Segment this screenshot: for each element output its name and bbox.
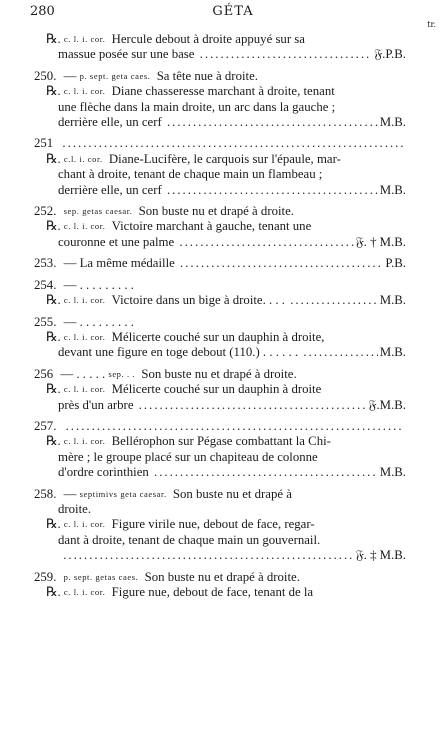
reverse-mark: ℞. [46, 434, 61, 449]
text-line [34, 167, 406, 182]
legend-small-caps: septimivs geta caesar. [79, 488, 167, 499]
line-text: Son buste nu et drapé à droite. [141, 366, 297, 381]
collection-reference: 𝔉. ‡ M.B. [355, 548, 406, 563]
collection-reference: M.B. [379, 465, 406, 480]
text-line [34, 487, 406, 502]
leader-dots [290, 293, 377, 308]
line-text: derrière elle, un cerf [58, 182, 162, 197]
text-line [34, 152, 406, 167]
collection-reference: M.B. [379, 293, 406, 308]
text-line [34, 32, 406, 47]
entry-number: 253. [34, 256, 57, 271]
line-text: mère ; le groupe placé sur un chapiteau de colonne [58, 449, 318, 464]
line-text: une flèche dans la main droite, un arc dans la gauche ; [58, 99, 336, 114]
leader-dots [180, 256, 383, 271]
leader-dots [167, 183, 378, 198]
text-line [34, 502, 406, 517]
catalogue-entry [34, 278, 406, 309]
text-line [34, 84, 406, 99]
legend-small-caps: c. l. i. cor. [63, 436, 106, 447]
collection-reference: 𝔉.P.B. [374, 47, 406, 62]
entry-number: 258. [34, 486, 57, 501]
legend-small-caps: c.l. i. cor. [63, 153, 103, 164]
line-text: près d'un arbre [58, 397, 134, 412]
legend-small-caps: sep. getas caesar. [63, 206, 133, 217]
leader-dots [63, 548, 353, 563]
line-text: massue posée sur une base [58, 47, 195, 62]
catalogue-entry [34, 367, 406, 413]
text-line [34, 204, 406, 219]
line-text: Son buste nu et drapé à droite. [144, 569, 300, 584]
entry-number: 256 [34, 366, 54, 381]
text-line [34, 517, 406, 532]
catalogue-entry [34, 487, 406, 564]
line-text: d'ordre corinthien [58, 465, 149, 480]
leader-dots [66, 419, 404, 434]
reverse-mark: ℞. [46, 84, 61, 99]
entry-number: 259. [34, 569, 57, 584]
collection-reference: 𝔉. † M.B. [355, 234, 406, 249]
entry-number: 254. [34, 277, 57, 292]
line-text: — . . . . . . . . . [63, 314, 134, 329]
page-header [30, 4, 436, 29]
catalogue-entry [34, 315, 406, 361]
line-text: Diane chasseresse marchant à droite, tenant [111, 84, 335, 99]
line-text: chant à droite, tenant de chaque main un flambeau ; [58, 167, 323, 182]
reverse-mark: ℞. [46, 32, 61, 46]
line-text: Victoire dans un bige à droite. . . . [111, 293, 286, 308]
text-line [34, 136, 406, 151]
leader-dots [179, 235, 353, 250]
legend-small-caps: c. l. i. cor. [63, 587, 106, 597]
legend-small-caps: c. l. i. cor. [63, 221, 106, 232]
leader-dots [154, 465, 378, 480]
leader-dots [62, 136, 404, 151]
entry-number: 252. [34, 204, 57, 219]
text-line [34, 585, 406, 600]
line-text: Diane-Lucifère, le carquois sur l'épaule, mar- [108, 151, 341, 166]
line-text: Figure virile nue, debout de face, regar- [111, 517, 315, 532]
reverse-mark: ℞. [46, 517, 61, 532]
running-title: GÉTA [212, 4, 254, 19]
line-text: — [63, 68, 77, 83]
catalogue-entry [34, 256, 406, 271]
collection-reference: M.B. [379, 345, 406, 360]
legend-small-caps: p. sept. geta caes. [79, 70, 151, 81]
entry-number: 257. [34, 418, 57, 433]
line-text: devant une figure en toge debout (110.) . . . . . . [58, 345, 299, 360]
line-text: Sa tête nue à droite. [156, 68, 258, 83]
page-number: 280 [30, 4, 55, 19]
text-line [34, 465, 406, 480]
leader-dots [167, 115, 378, 130]
text-line [34, 367, 406, 382]
catalogue-entry [34, 570, 406, 601]
collection-reference: M.B. [379, 182, 406, 197]
text-line [34, 219, 406, 234]
text-line [34, 256, 406, 271]
legend-small-caps: c. l. i. cor. [63, 331, 106, 342]
legend-small-caps: c. l. i. cor. [63, 86, 106, 97]
text-line [34, 434, 406, 449]
legend-small-caps: c. l. i. cor. [63, 34, 106, 44]
line-text: — . . . . . . . . . [63, 277, 134, 292]
leader-dots [303, 345, 377, 360]
catalogue-entry [34, 204, 406, 250]
line-text: droite. [58, 501, 92, 516]
legend-small-caps: p. sept. getas caes. [63, 571, 139, 582]
text-line [34, 330, 406, 345]
catalogue-entry [34, 69, 406, 131]
text-line [34, 398, 406, 413]
reverse-mark: ℞. [46, 219, 61, 234]
entry-number: 250. [34, 68, 57, 83]
leader-dots [200, 47, 372, 62]
line-text: — La même médaille [63, 256, 175, 271]
line-text: — . . . . . [60, 366, 106, 381]
text-line [34, 533, 406, 548]
text-line [34, 315, 406, 330]
line-text: Son buste nu et drapé à droite. [138, 204, 294, 219]
text-line [34, 548, 406, 563]
legend-small-caps: sep. . . [108, 368, 136, 379]
line-text: Victoire marchant à gauche, tenant une [111, 219, 312, 234]
text-line [34, 235, 406, 250]
line-text: Figure nue, debout de face, tenant de la [111, 585, 314, 599]
line-text: dant à droite, tenant de chaque main un gouvernail. [58, 532, 321, 547]
text-line [34, 115, 406, 130]
text-line [34, 47, 406, 62]
reverse-mark: ℞. [46, 329, 61, 344]
catalogue-entry [34, 419, 406, 481]
line-text: Son buste nu et drapé à [172, 486, 292, 501]
reverse-mark: ℞. [46, 293, 61, 308]
text-line [34, 382, 406, 397]
text-line [34, 183, 406, 198]
catalogue-text [34, 32, 406, 606]
line-text: Mélicerte couché sur un dauphin à droite [111, 382, 322, 397]
collection-reference: 𝔉.M.B. [368, 397, 406, 412]
reverse-mark: ℞. [46, 151, 61, 166]
catalogue-entry [34, 136, 406, 198]
text-line [34, 345, 406, 360]
text-line [34, 419, 406, 434]
entry-number: 251 [34, 136, 54, 151]
line-text: derrière elle, un cerf [58, 115, 162, 130]
text-line [34, 570, 406, 585]
text-line [34, 450, 406, 465]
collection-reference: M.B. [379, 115, 406, 130]
line-text: Bellérophon sur Pégase combattant la Chi- [111, 434, 331, 449]
legend-small-caps: c. l. i. cor. [63, 295, 106, 306]
legend-small-caps: c. l. i. cor. [63, 384, 106, 395]
catalogue-entry [34, 32, 406, 63]
entry-number: 255. [34, 314, 57, 329]
collection-reference: P.B. [385, 256, 406, 271]
text-line [34, 278, 406, 293]
legend-small-caps: c. l. i. cor. [63, 519, 106, 530]
line-text: couronne et une palme [58, 234, 175, 249]
text-line [34, 293, 406, 308]
line-text: Hercule debout à droite appuyé sur sa [111, 32, 305, 46]
line-text: — [63, 486, 77, 501]
text-line [34, 100, 406, 115]
reverse-mark: ℞. [46, 585, 61, 599]
reverse-mark: ℞. [46, 382, 61, 397]
margin-note: tr. [427, 20, 436, 29]
leader-dots [139, 398, 367, 413]
line-text: Mélicerte couché sur un dauphin à droite, [111, 329, 325, 344]
text-line [34, 69, 406, 84]
